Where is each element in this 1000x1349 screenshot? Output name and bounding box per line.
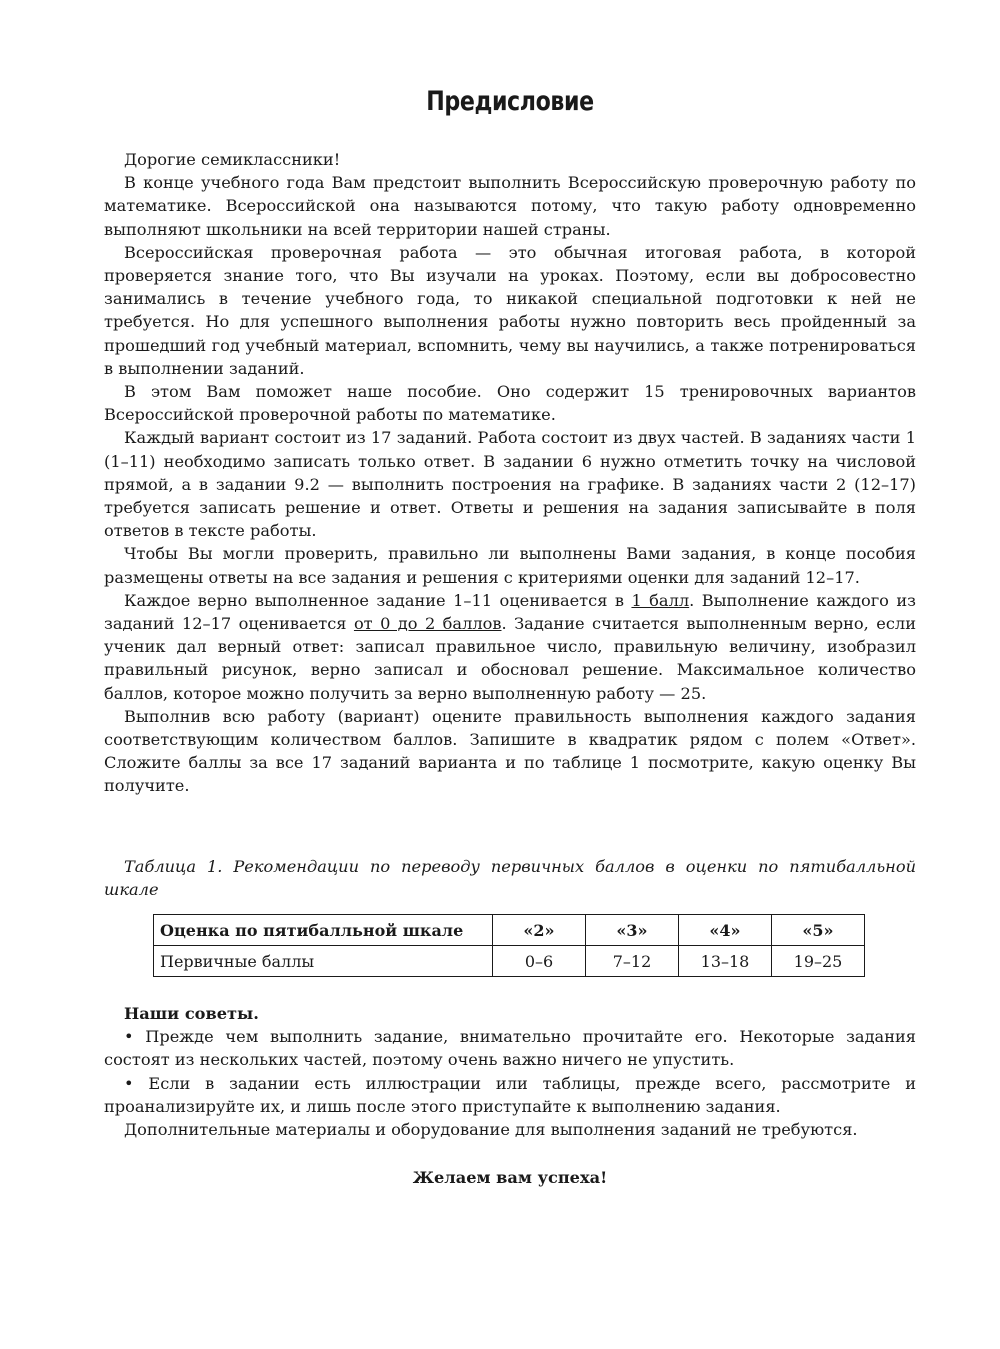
tips-heading: Наши советы.: [124, 1004, 259, 1023]
table-cell: 19–25: [772, 946, 865, 977]
table-cell: «2»: [493, 915, 586, 946]
paragraph: В конце учебного года Вам предстоит выполнить Всероссийскую проверочную работу по математике. Всероссийской она называются потому, что такую работу одновременно выполняют школьники на всей территории нашей страны.: [104, 173, 916, 239]
table-cell: «4»: [679, 915, 772, 946]
paragraph: В этом Вам поможет наше пособие. Оно содержит 15 тренировочных вариантов Всероссийской проверочной работы по математике.: [104, 382, 916, 425]
text-span: Каждое верно выполненное задание 1–11 оценивается в: [124, 590, 632, 610]
table-cell: «3»: [586, 915, 679, 946]
table-cell: 7–12: [586, 946, 679, 977]
text-span: . Задание считается выполненным верно, если ученик дал верный ответ: записал правильное число, правильную величину, изобразил правильный рисунок, верно записал и обосновал решение. Максимальное количество баллов, которое можно получить за верно выполненную работу — 25.: [104, 614, 916, 703]
table-cell: Первичные баллы: [154, 946, 493, 977]
table-header-row: [154, 915, 865, 946]
text-span: . Выполнение каждого из заданий 12–17 оценивается: [104, 590, 916, 634]
tip-item: • Прежде чем выполнить задание, внимательно прочитайте его. Некоторые задания состоят из нескольких частей, поэтому очень важно ничего не упустить.: [104, 1027, 916, 1070]
tips-section: [104, 1002, 916, 1141]
scoring-paragraph: [104, 589, 916, 705]
paragraph: Выполнив всю работу (вариант) оцените правильность выполнения каждого задания соответствующим количеством баллов. Запишите в квадратик рядом с полем «Ответ». Сложите баллы за все 17 заданий варианта и по таблице 1 посмотрите, какую оценку Вы получите.: [104, 706, 916, 796]
tip-item: • Если в задании есть иллюстрации или таблицы, прежде всего, рассмотрите и проанализируйте их, и лишь после этого приступайте к выполнению задания.: [104, 1073, 916, 1116]
greeting: Дорогие семиклассники!: [124, 150, 341, 169]
table-cell: 13–18: [679, 946, 772, 977]
closing-wish: Желаем вам успеха!: [412, 1168, 608, 1187]
preface-body: [104, 148, 916, 798]
underlined-score-2: от 0 до 2 баллов: [353, 614, 502, 634]
table-cell: «5»: [772, 915, 865, 946]
tips-note: Дополнительные материалы и оборудование для выполнения заданий не требуются.: [124, 1120, 858, 1140]
table-cell: Оценка по пятибалльной шкале: [154, 915, 493, 946]
page-title: Предисловие: [426, 86, 594, 117]
paragraph: Каждый вариант состоит из 17 заданий. Работа состоит из двух частей. В заданиях части 1 (1–11) необходимо записать только ответ. В задании 6 нужно отметить точку на числовой прямой, а в задании 9.2 — выполнить построения на графике. В заданиях части 2 (12–17) требуется записать решение и ответ. Ответы и решения на задания записывайте в поля ответов в тексте работы.: [104, 428, 916, 541]
paragraph: Чтобы Вы могли проверить, правильно ли выполнены Вами задания, в конце пособия размещены ответы на все задания и решения с критериями оценки для заданий 12–17.: [104, 544, 916, 587]
paragraph: Всероссийская проверочная работа — это обычная итоговая работа, в которой проверяется знание того, что Вы изучали на уроках. Поэтому, если вы добросовестно занимались в течение учебного года, то никакой специальной подготовки к ней не требуется. Но для успешного выполнения работы нужно повторить весь пройденный за прошедший год учебный материал, вспомнить, чему вы научились, а также потренироваться в выполнении заданий.: [104, 242, 916, 378]
table-cell: 0–6: [493, 946, 586, 977]
grades-table: [153, 914, 865, 977]
table-row: [154, 946, 865, 977]
table-caption: Таблица 1. Рекомендации по переводу первичных баллов в оценки по пятибалльной шкале: [104, 857, 916, 900]
underlined-score-1: 1 балл: [631, 590, 690, 610]
